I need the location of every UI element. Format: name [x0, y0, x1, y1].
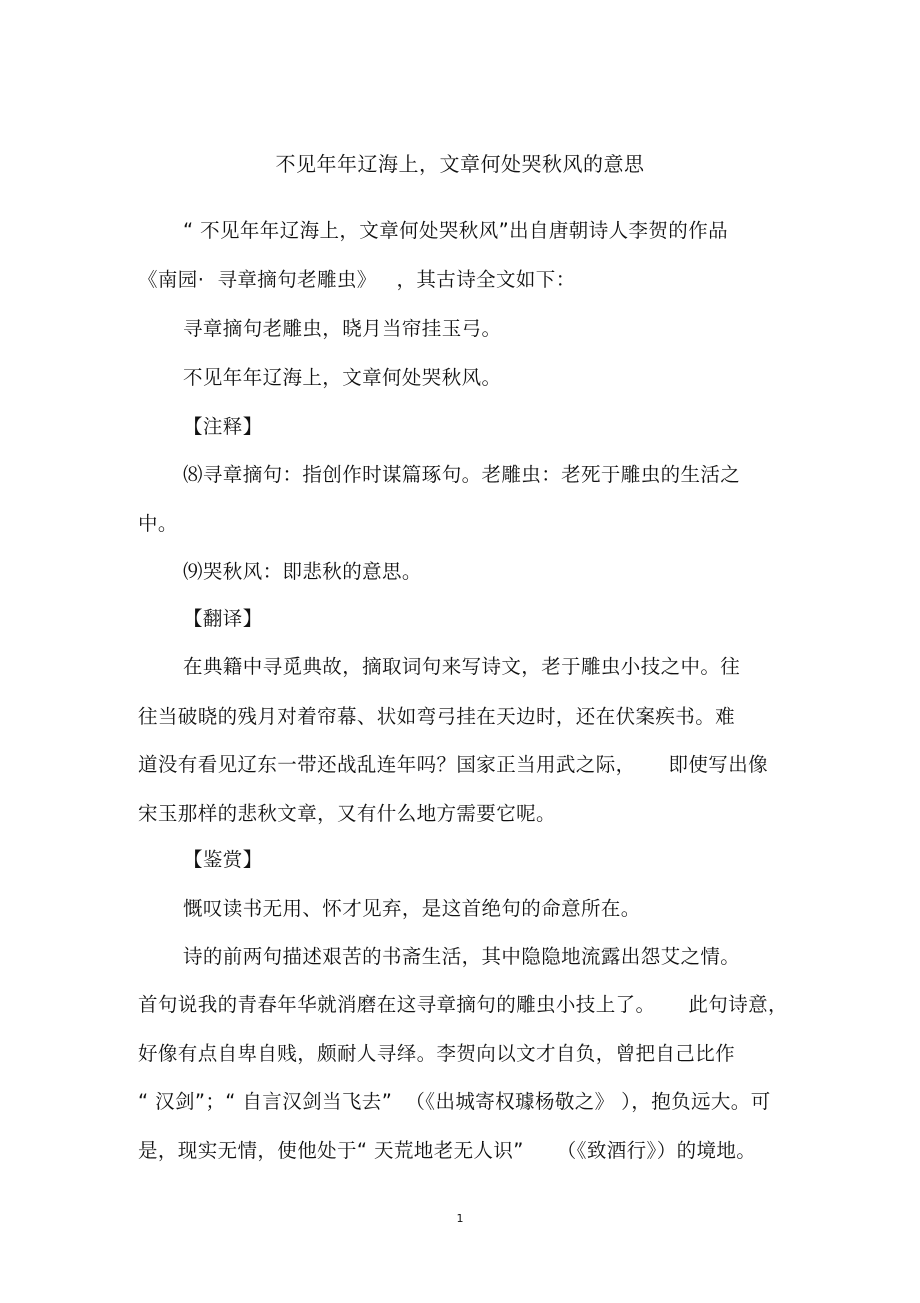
poem-line: 不见年年辽海上，文章何处哭秋风。 — [183, 366, 502, 389]
text-line: ⑻寻章摘句：指创作时谋篇琢句。老雕虫：老死于雕虫的生活之 — [183, 463, 741, 486]
text-line: “ 不见年年辽海上，文章何处哭秋风”出自唐朝诗人李贺的作品 — [183, 219, 729, 242]
text-line: 首句说我的青春年华就消磨在这寻章摘句的雕虫小技上了。 此句诗意， — [138, 993, 788, 1016]
text-line: 在典籍中寻觅典故，摘取词句来写诗文，老于雕虫小技之中。往 — [183, 655, 741, 678]
text-line: 好像有点自卑自贱，颇耐人寻绎。李贺向以文才自负，曾把自己比作 — [138, 1042, 736, 1065]
section-heading-annotation: 【注释】 — [183, 415, 263, 438]
text-line: “ 汉剑”；“ 自言汉剑当飞去” （《出城寄权璩杨敬之》 ），抱负远大。可 — [138, 1090, 771, 1113]
page-title: 不见年年辽海上，文章何处哭秋风的意思 — [275, 152, 645, 176]
text-line: 是，现实无情，使他处于“ 天荒地老无人识” （《致酒行》）的境地。 — [138, 1139, 757, 1162]
text-line: 宋玉那样的悲秋文章，又有什么地方需要它呢。 — [138, 802, 556, 825]
text-line: 《南园· 寻章摘句老雕虫》 ，其古诗全文如下： — [138, 268, 576, 291]
text-line: 中。 — [138, 512, 178, 535]
section-heading-translation: 【翻译】 — [183, 607, 263, 630]
text-line: 慨叹读书无用、怀才见弃，是这首绝句的命意所在。 — [183, 897, 641, 920]
text-line: 往当破晓的残月对着帘幕、状如弯弓挂在天边时，还在伏案疾书。难 — [138, 705, 736, 728]
text-line: 诗的前两句描述艰苦的书斋生活，其中隐隐地流露出怨艾之情。 — [183, 945, 741, 968]
text-line: 道没有看见辽东一带还战乱连年吗？国家正当用武之际， 即使写出像 — [138, 753, 768, 776]
poem-line: 寻章摘句老雕虫，晓月当帘挂玉弓。 — [183, 317, 502, 340]
section-heading-appreciation: 【鉴赏】 — [183, 848, 263, 871]
text-line: ⑼哭秋风：即悲秋的意思。 — [183, 560, 422, 583]
page-number: 1 — [456, 1212, 464, 1225]
